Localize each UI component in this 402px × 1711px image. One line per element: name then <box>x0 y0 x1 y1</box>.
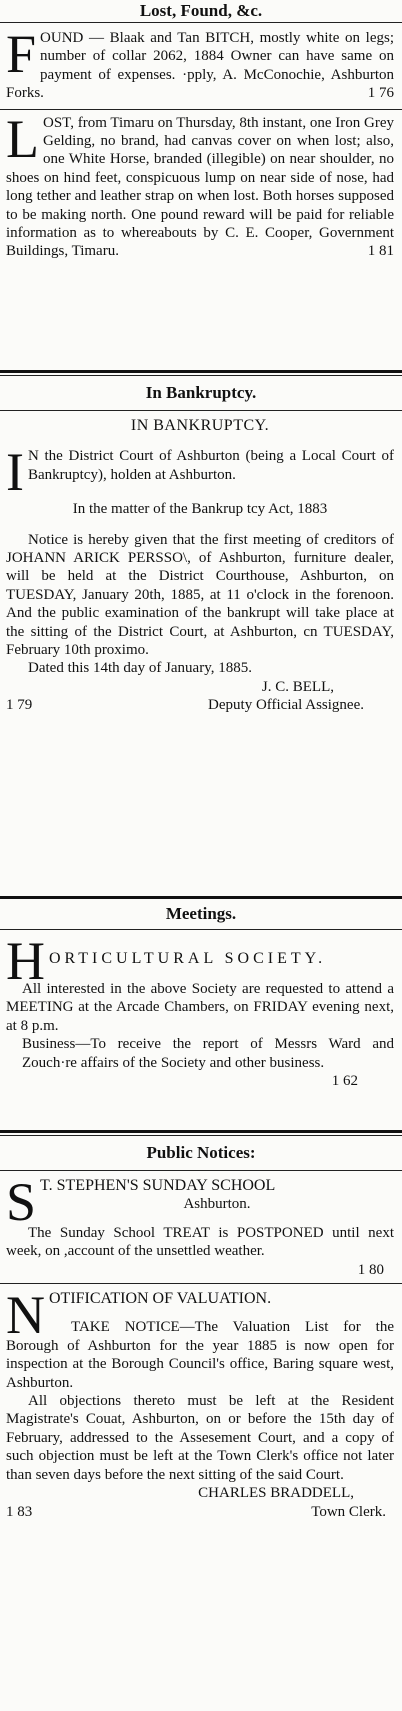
ad-reference: 1 81 <box>367 243 394 260</box>
drop-cap: I <box>6 442 24 503</box>
notice-place: Ashburton. <box>183 1196 251 1213</box>
section-heading-public-notices: Public Notices: <box>146 1143 256 1162</box>
section-heading-bankruptcy: In Bankruptcy. <box>145 383 257 402</box>
valuation-notice <box>0 1284 402 1521</box>
found-ad-text: OUND — Blaak and Tan BITCH, mostly white on legs; number of collar 2062, 1884 Owner can have same on payment of expenses. ·pply, A. McConochie, Ashburton Forks. <box>6 30 394 102</box>
drop-cap: H <box>6 931 45 991</box>
drop-cap: N <box>6 1285 45 1346</box>
section-heading-lost-found: Lost, Found, &c. <box>139 1 263 20</box>
sunday-school-notice <box>0 1171 402 1279</box>
drop-cap: F <box>6 24 37 84</box>
meetings-section <box>0 896 402 1090</box>
court-text: N the District Court of Ashburton (being a Local Court of Bankruptcy), holden at Ashburton. <box>27 448 394 483</box>
bankruptcy-notice <box>0 411 402 715</box>
section-rule <box>0 375 402 376</box>
ad-reference: 1 79 <box>6 697 33 714</box>
signer-name: CHARLES BRADDELL, <box>198 1485 354 1502</box>
notice-title: T. STEPHEN'S SUNDAY SCHOOL <box>40 1177 276 1194</box>
notice-title: IN BANKRUPTCY. <box>130 417 270 434</box>
notice-body: The Sunday School TREAT is POSTPONED until next week, on ,account of the unsettled weather. <box>6 1224 394 1260</box>
horticultural-notice <box>0 930 402 1090</box>
drop-cap: L <box>6 108 39 169</box>
signer-title: Deputy Official Assignee. <box>208 697 364 714</box>
business-line: Business—To receive the report of Messrs Ward and Zouch·re affairs of the Society and other business. <box>22 1036 394 1071</box>
lost-ad <box>0 110 402 261</box>
ad-reference: 1 80 <box>357 1261 384 1278</box>
bankruptcy-section <box>0 370 402 715</box>
title-text: ORTICULTURAL SOCIETY. <box>49 950 327 967</box>
notice-title <box>6 931 394 991</box>
ad-reference: 1 83 <box>6 1503 33 1520</box>
signer-title: Town Clerk. <box>311 1503 386 1520</box>
public-notices-section <box>0 1130 402 1521</box>
court-paragraph <box>6 442 394 503</box>
signature-row <box>6 1503 394 1521</box>
signer-name: J. C. BELL, <box>261 678 334 695</box>
found-ad <box>0 23 402 103</box>
title-text: OTIFICATION OF VALUATION. <box>49 1290 272 1308</box>
notice-body: Notice is hereby given that the first meeting of creditors of JOHANN ARICK PERSSO\, of Ashburton, furniture dealer, will be held at the District Courthouse, Ashburton, on TUESDAY, January 20th, 1885, at 11 o'clock in the forenoon. And the public examination of the bankrupt will take place at the sitting of the District Court, at Ashburton, cn TUESDAY, February 10th proximo. <box>6 531 394 659</box>
ad-reference: 1 62 <box>331 1073 358 1090</box>
matter-line: In the matter of the Bankrup tcy Act, 1883 <box>72 501 328 518</box>
notice-title <box>6 1285 394 1346</box>
section-heading-meetings: Meetings. <box>165 904 237 923</box>
section-rule <box>0 896 402 899</box>
dated-line: Dated this 14th day of January, 1885. <box>28 660 252 677</box>
notice-body: All interested in the above Society are requested to attend a MEETING at the Arcade Chambers, on FRIDAY evening next, at 8 p.m. <box>6 981 394 1034</box>
lost-ad-text: OST, from Timaru on Thursday, 8th instant, one Iron Grey Gelding, no brand, had canvas cover on when lost; also, one White Horse, branded (illegible) on near shoulder, no shoes on hind feet, conspicuous lump on near side of nose, had long tether and leather strap on when lost. Both horses supposed to be making north. One pound reward will be paid for reliable information as to whereabouts by C. E. Cooper, Government Buildings, Timaru. <box>6 114 394 260</box>
section-rule <box>0 370 402 373</box>
ad-reference: 1 76 <box>367 85 394 102</box>
section-rule <box>0 1135 402 1136</box>
section-rule <box>0 1130 402 1133</box>
drop-cap: S <box>6 1172 37 1232</box>
valuation-paragraph-1: TAKE NOTICE—The Valuation List for the Borough of Ashburton for the year 1885 is now open for inspection at the Borough Council's office, Baring square west, Ashburton. <box>6 1319 394 1391</box>
signature-row <box>6 696 394 714</box>
lost-found-section <box>0 0 402 261</box>
valuation-paragraph-2: All objections thereto must be left at the Resident Magistrate's Couat, Ashburton, on or before the 15th day of February, addressed to the Assesement Court, and a copy of such objection must be left at the Town Clerk's office not later than seven days before the next sitting of the said Court. <box>6 1393 394 1483</box>
